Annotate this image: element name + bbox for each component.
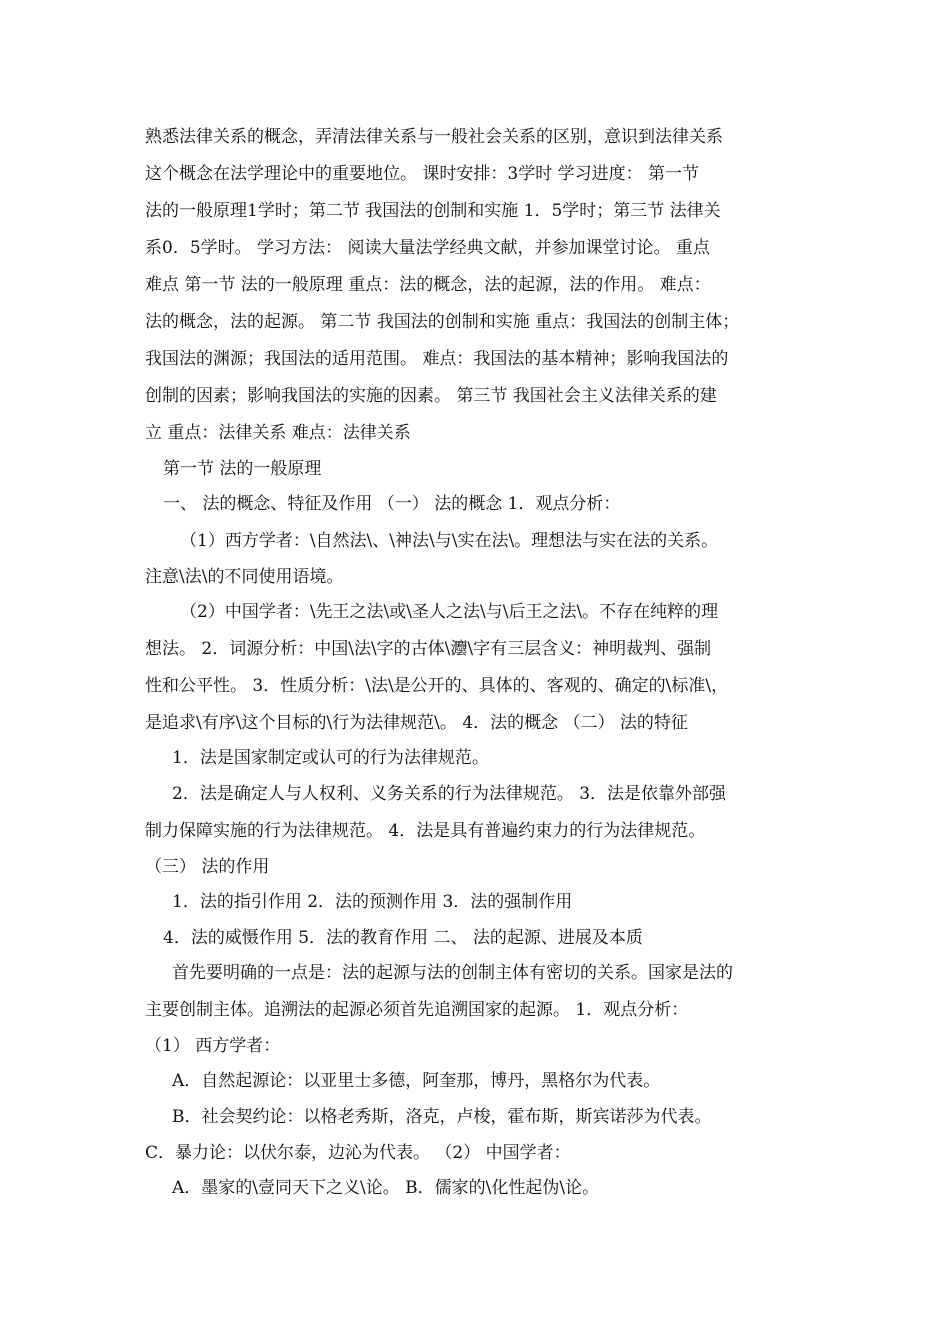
text-line: 1．法的指引作用 2．法的预测作用 3．法的强制作用	[172, 892, 573, 912]
text-line: 1．法是国家制定或认可的行为法律规范。	[172, 748, 489, 768]
text-line: B．社会契约论：以格老秀斯，洛克，卢梭，霍布斯，斯宾诺莎为代表。	[172, 1107, 712, 1127]
text-line: 注意\法\的不同使用语境。	[145, 567, 344, 587]
text-line: 4．法的威慑作用 5．法的教育作用 二、 法的起源、进展及本质	[163, 928, 643, 948]
text-line: A．墨家的\壹同天下之义\论。 B．儒家的\化性起伪\论。	[172, 1178, 600, 1198]
text-line: C．暴力论：以伏尔泰，边沁为代表。 （2） 中国学者：	[145, 1143, 571, 1163]
text-line: 熟悉法律关系的概念，弄清法律关系与一般社会关系的区别，意识到法律关系	[145, 127, 723, 147]
text-line: （1） 西方学者：	[145, 1036, 281, 1056]
text-line: 首先要明确的一点是：法的起源与法的创制主体有密切的关系。国家是法的	[172, 963, 733, 983]
text-line: 立 重点：法律关系 难点：法律关系	[145, 423, 411, 443]
text-line: 系0．5学时。 学习方法： 阅读大量法学经典文献，并参加课堂讨论。 重点	[145, 238, 710, 258]
text-line: 法的概念，法的起源。 第二节 我国法的创制和实施 重点：我国法的创制主体；	[145, 312, 740, 332]
text-line: 想法。 2．词源分析：中国\法\字的古体\灋\字有三层含义：神明裁判、强制	[145, 639, 712, 659]
text-line: 创制的因素；影响我国法的实施的因素。 第三节 我国社会主义法律关系的建	[145, 386, 717, 406]
text-line: 性和公平性。 3．性质分析：\法\是公开的、具体的、客观的、确定的\标准\，	[145, 676, 729, 696]
text-line: A．自然起源论：以亚里士多德，阿奎那，博丹，黑格尔为代表。	[172, 1071, 661, 1091]
text-line: 制力保障实施的行为法律规范。 4．法是具有普遍约束力的行为法律规范。	[145, 821, 706, 841]
text-line: （1）西方学者：\自然法\、\神法\与\实在法\。理想法与实在法的关系。	[180, 531, 719, 551]
text-line: 主要创制主体。追溯法的起源必须首先追溯国家的起源。 1．观点分析：	[145, 1000, 689, 1020]
text-line: 我国法的渊源；我国法的适用范围。 难点：我国法的基本精神；影响我国法的	[145, 349, 729, 369]
text-line: 这个概念在法学理论中的重要地位。 课时安排：3学时 学习进度： 第一节	[145, 164, 700, 184]
text-line: 法的一般原理1学时；第二节 我国法的创制和实施 1．5学时；第三节 法律关	[145, 201, 721, 221]
subsection-heading: 一、 法的概念、特征及作用 （一） 法的概念 1．观点分析：	[163, 494, 621, 514]
text-line: （2）中国学者：\先王之法\或\圣人之法\与\后王之法\。不存在纯粹的理	[180, 602, 719, 622]
text-line: 是追求\有序\这个目标的\行为法律规范\。 4．法的概念 （二） 法的特征	[145, 713, 688, 733]
text-line: 难点 第一节 法的一般原理 重点：法的概念，法的起源，法的作用。 难点：	[145, 275, 711, 295]
section-heading: 第一节 法的一般原理	[163, 459, 322, 479]
text-line: 2．法是确定人与人权利、义务关系的行为法律规范。 3．法是依靠外部强	[172, 784, 727, 804]
subsection-heading: （三） 法的作用	[145, 857, 270, 877]
